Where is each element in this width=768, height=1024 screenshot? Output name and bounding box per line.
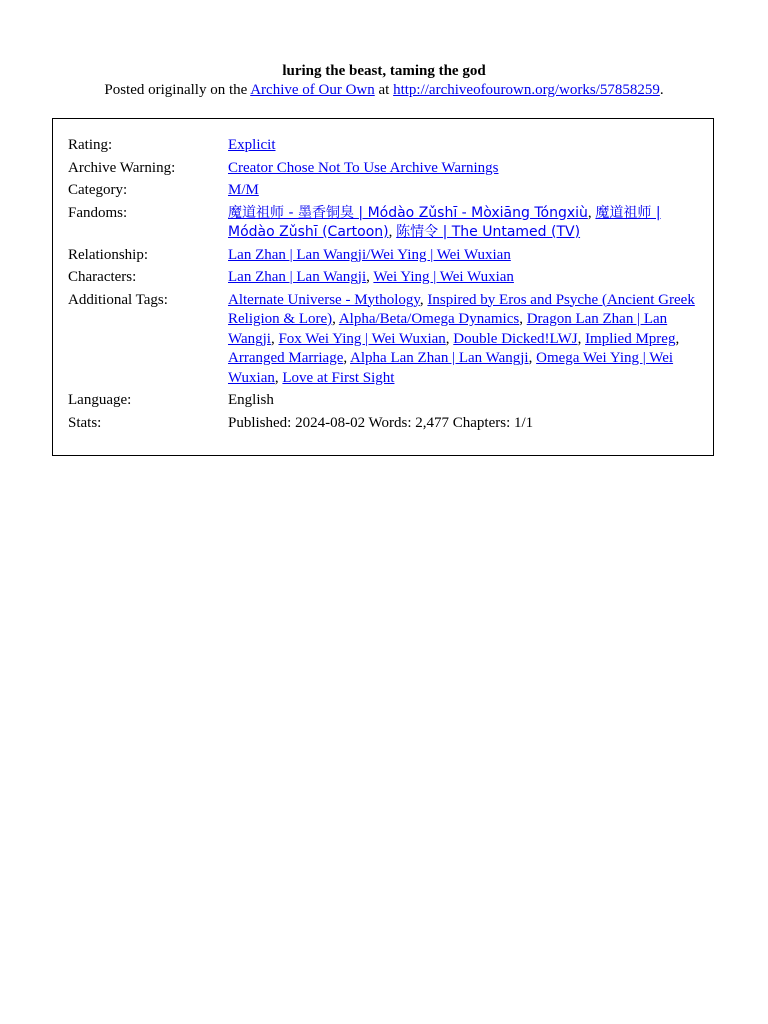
at-text: at <box>374 82 394 98</box>
warning-value <box>228 159 698 182</box>
work-meta-table <box>68 136 698 436</box>
tag-link[interactable]: Inspired by Eros and Psyche (Ancient Greek Religion & Lore) <box>228 291 695 327</box>
stats-value: Published: 2024-08-02 Words: 2,477 Chapters: 1/1 <box>228 414 534 431</box>
warning-label: Archive Warning: <box>68 159 176 176</box>
tag-link[interactable]: Fox Wei Ying | Wei Wuxian <box>278 330 446 347</box>
period: . <box>659 82 664 98</box>
work-meta-box <box>52 118 714 456</box>
fandoms-value: 魔道祖师 - 墨香铜臭 | Módào Zǔshī - Mòxiāng Tóngxiù, 魔道祖师 | Módào Zǔshī (Cartoon), 陈情令 | The Untamed (TV) <box>228 204 661 240</box>
language-value: English <box>228 392 274 408</box>
tag-link[interactable]: Dragon Lan Zhan | Lan Wangji <box>228 311 668 347</box>
characters-value: Lan Zhan | Lan Wangji, Wei Ying | Wei Wuxian <box>228 269 514 285</box>
fandom-link-tv[interactable]: 陈情令 | The Untamed (TV) <box>396 224 581 240</box>
meta-row-warning <box>68 159 698 182</box>
additional-tags-value: Alternate Universe - Mythology, Inspired by Eros and Psyche (Ancient Greek Religion & Lore), Alpha/Beta/Omega Dynamics, Dragon Lan Zhan | Lan Wangji, Fox Wei Ying | Wei Wuxian, Double Dicked!LWJ, Implied Mpreg, Arranged Marriage, Alpha Lan Zhan | Lan Wangji, Omega Wei Ying | Wei Wuxian, Love at First Sight <box>228 291 695 386</box>
meta-row-stats <box>68 414 698 437</box>
tag-link[interactable]: Double Dicked!LWJ <box>453 330 578 347</box>
meta-row-language <box>68 391 698 414</box>
tag-link[interactable]: Arranged Marriage <box>228 350 344 366</box>
posted-prefix: Posted originally on the <box>104 82 251 98</box>
tag-link[interactable]: Implied Mpreg <box>585 330 676 347</box>
fandom-link-cartoon[interactable]: 魔道祖师 | Módào Zǔshī (Cartoon) <box>228 204 661 240</box>
rating-link[interactable]: Explicit <box>228 137 276 153</box>
category-link[interactable]: M/M <box>228 182 259 198</box>
fandom-link-novel[interactable]: 魔道祖师 - 墨香铜臭 | Módào Zǔshī - Mòxiāng Tóngxiù <box>228 204 588 221</box>
character-link-lan-zhan[interactable]: Lan Zhan | Lan Wangji <box>228 269 367 285</box>
additional-tags-label: Additional Tags: <box>68 291 168 308</box>
meta-row-additional-tags <box>68 291 698 392</box>
stats-label: Stats: <box>68 414 102 431</box>
character-link-wei-ying[interactable]: Wei Ying | Wei Wuxian <box>373 269 514 285</box>
fandoms-label: Fandoms: <box>68 204 128 221</box>
work-header <box>0 62 768 100</box>
work-url-link[interactable]: http://archiveofourown.org/works/57858259 <box>393 82 660 98</box>
relationship-link[interactable]: Lan Zhan | Lan Wangji/Wei Ying | Wei Wuxian <box>228 246 511 263</box>
category-value <box>228 181 698 204</box>
relationship-value <box>228 246 698 269</box>
characters-label: Characters: <box>68 269 137 285</box>
warning-link[interactable]: Creator Chose Not To Use Archive Warnings <box>228 159 499 176</box>
archive-link[interactable]: Archive of Our Own <box>250 82 375 98</box>
meta-row-relationship <box>68 246 698 269</box>
posted-line <box>0 81 768 100</box>
rating-label: Rating: <box>68 137 113 153</box>
tag-link[interactable]: Love at First Sight <box>282 369 395 386</box>
meta-row-characters <box>68 268 698 291</box>
tag-link[interactable]: Alpha/Beta/Omega Dynamics <box>338 311 520 327</box>
tag-link[interactable]: Alpha Lan Zhan | Lan Wangji <box>350 350 529 366</box>
language-label: Language: <box>68 392 132 408</box>
relationship-label: Relationship: <box>68 246 148 263</box>
work-title: luring the beast, taming the god <box>282 63 486 79</box>
tag-link[interactable]: Omega Wei Ying | Wei Wuxian <box>228 350 674 386</box>
tag-link[interactable]: Alternate Universe - Mythology <box>228 291 420 308</box>
meta-row-category <box>68 181 698 204</box>
meta-row-rating <box>68 136 698 159</box>
category-label: Category: <box>68 182 128 198</box>
meta-row-fandoms <box>68 204 698 246</box>
rating-value <box>228 136 698 159</box>
